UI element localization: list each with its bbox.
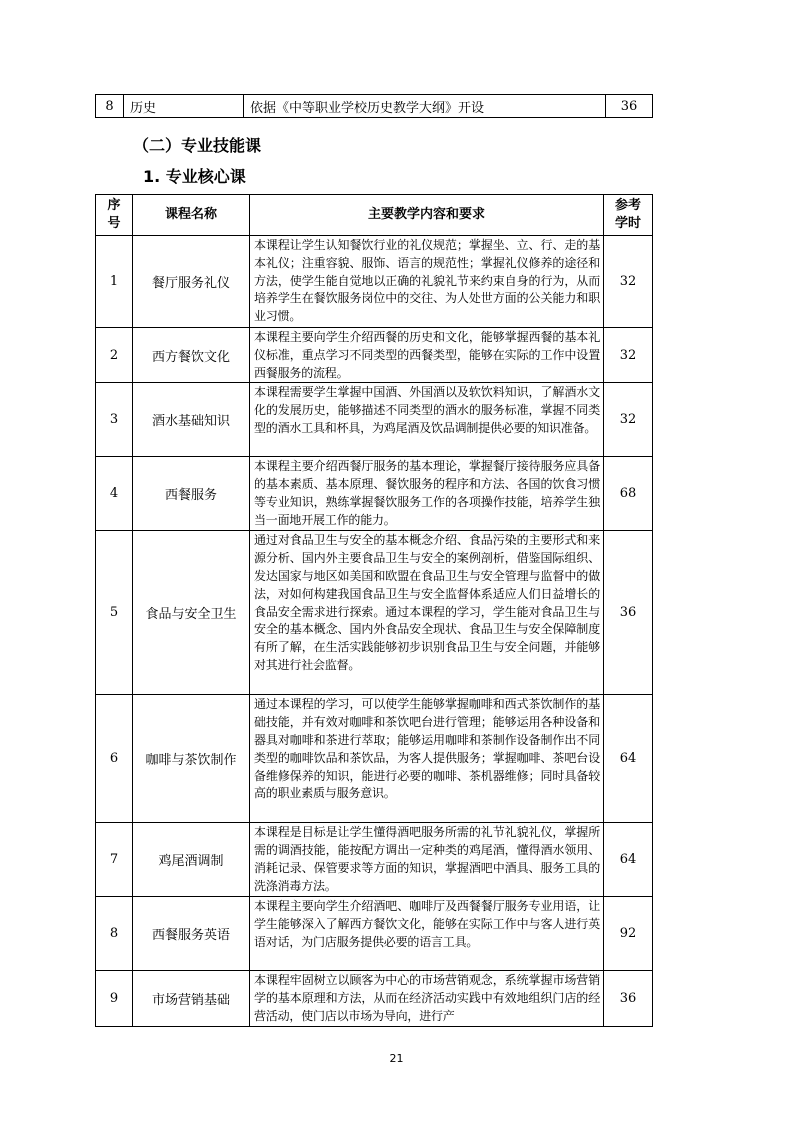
course-description: 本课程主要向学生介绍酒吧、咖啡厅及西餐餐厅服务专业用语，让学生能够深入了解西方餐饮文化，能够在实际工作中与客人进行英语对话，为门店服务提供必要的语言工具。	[250, 897, 604, 971]
course-description: 本课程是目标是让学生懂得酒吧服务所需的礼节礼貌礼仪，掌握所需的调酒技能，能按配方调出一定种类的鸡尾酒，懂得酒水领用、消耗记录、保管要求等方面的知识，掌握酒吧中酒具、服务工具的洗涤消毒方法。	[250, 823, 604, 897]
course-name: 历史	[124, 95, 244, 118]
course-name: 西餐服务英语	[133, 897, 250, 971]
row-number: 2	[96, 328, 133, 383]
course-name: 酒水基础知识	[133, 383, 250, 457]
sub-heading: 1. 专业核心课	[143, 167, 246, 186]
course-name: 咖啡与茶饮制作	[133, 695, 250, 823]
row-number: 6	[96, 695, 133, 823]
table-row	[96, 328, 653, 383]
header-course-name: 课程名称	[133, 195, 250, 236]
table-row	[96, 236, 653, 328]
header-number-label: 序号	[107, 198, 121, 231]
course-name: 鸡尾酒调制	[133, 823, 250, 897]
course-name: 市场营销基础	[133, 971, 250, 1026]
course-hours: 92	[604, 897, 653, 971]
course-hours: 68	[604, 457, 653, 531]
row-number: 8	[96, 95, 124, 118]
course-description: 本课程让学生认知餐饮行业的礼仪规范；掌握坐、立、行、走的基本礼仪；注重容貌、服饰、语言的规范性；掌握礼仪修养的途径和方法，使学生能自觉地以正确的礼貌礼节来约束自身的行为，从而培养学生在餐饮服务岗位中的交往、为人处世方面的公关能力和职业习惯。	[250, 236, 604, 328]
course-name: 食品与安全卫生	[133, 531, 250, 695]
course-name: 西餐服务	[133, 457, 250, 531]
course-name: 西方餐饮文化	[133, 328, 250, 383]
course-description: 本课程主要向学生介绍西餐的历史和文化，能够掌握西餐的基本礼仪标准，重点学习不同类型的西餐类型，能够在实际的工作中设置西餐服务的流程。	[250, 328, 604, 383]
header-content: 主要教学内容和要求	[250, 195, 604, 236]
table-row	[96, 897, 653, 971]
course-description: 本课程需要学生掌握中国酒、外国酒以及软饮料知识，了解酒水文化的发展历史，能够描述不同类型的酒水的服务标准，掌握不同类型的酒水工具和杯具，为鸡尾酒及饮品调制提供必要的知识准备。	[250, 383, 604, 457]
course-hours: 36	[606, 95, 653, 118]
row-number: 5	[96, 531, 133, 695]
course-description: 本课程主要介绍西餐厅服务的基本理论，掌握餐厅接待服务应具备的基本素质、基本原理、餐饮服务的程序和方法、各国的饮食习惯等专业知识，熟练掌握餐饮服务工作的各项操作技能，培养学生独当一面地开展工作的能力。	[250, 457, 604, 531]
table-row	[96, 383, 653, 457]
course-name: 餐厅服务礼仪	[133, 236, 250, 328]
course-hours: 36	[604, 531, 653, 695]
page-number: 21	[389, 1052, 404, 1065]
row-number: 7	[96, 823, 133, 897]
course-hours: 64	[604, 695, 653, 823]
table-row	[96, 531, 653, 695]
course-hours: 32	[604, 328, 653, 383]
table-header-row	[96, 195, 653, 236]
previous-course-table	[95, 94, 653, 118]
header-number	[96, 195, 133, 236]
core-course-table	[95, 194, 653, 1027]
course-hours: 32	[604, 383, 653, 457]
section-heading: （二）专业技能课	[133, 136, 262, 155]
row-number: 9	[96, 971, 133, 1026]
row-number: 4	[96, 457, 133, 531]
course-description: 通过对食品卫生与安全的基本概念介绍、食品污染的主要形式和来源分析、国内外主要食品卫生与安全的案例剖析，借鉴国际组织、发达国家与地区如美国和欧盟在食品卫生与安全管理与监督中的做法，对如何构建我国食品卫生与安全监督体系适应人们日益增长的食品安全需求进行探索。通过本课程的学习，学生能对食品卫生与安全的基本概念、国内外食品安全现状、食品卫生与安全保障制度有所了解，在生活实践能够初步识别食品卫生与安全问题，并能够对其进行社会监督。	[250, 531, 604, 695]
course-hours: 32	[604, 236, 653, 328]
course-hours: 64	[604, 823, 653, 897]
course-hours: 36	[604, 971, 653, 1026]
course-description: 依据《中等职业学校历史教学大纲》开设	[244, 95, 606, 118]
table-row	[96, 457, 653, 531]
course-description: 本课程牢固树立以顾客为中心的市场营销观念，系统掌握市场营销学的基本原理和方法，从而在经济活动实践中有效地组织门店的经营活动，使门店以市场为导向，进行产	[250, 971, 604, 1026]
course-description: 通过本课程的学习，可以使学生能够掌握咖啡和西式茶饮制作的基础技能，并有效对咖啡和茶饮吧台进行管理；能够运用各种设备和器具对咖啡和茶进行萃取；能够运用咖啡和茶制作设备制作出不同类型的咖啡饮品和茶饮品，为客人提供服务；掌握咖啡、茶吧台设备维修保养的知识，能进行必要的咖啡、茶机器维修；同时具备较高的职业素质与服务意识。	[250, 695, 604, 823]
table-row	[96, 695, 653, 823]
row-number: 3	[96, 383, 133, 457]
table-row	[96, 971, 653, 1026]
row-number: 1	[96, 236, 133, 328]
table-row	[96, 823, 653, 897]
header-hours	[604, 195, 653, 236]
header-hours-label: 参考学时	[614, 198, 641, 231]
row-number: 8	[96, 897, 133, 971]
table-row	[96, 95, 653, 118]
